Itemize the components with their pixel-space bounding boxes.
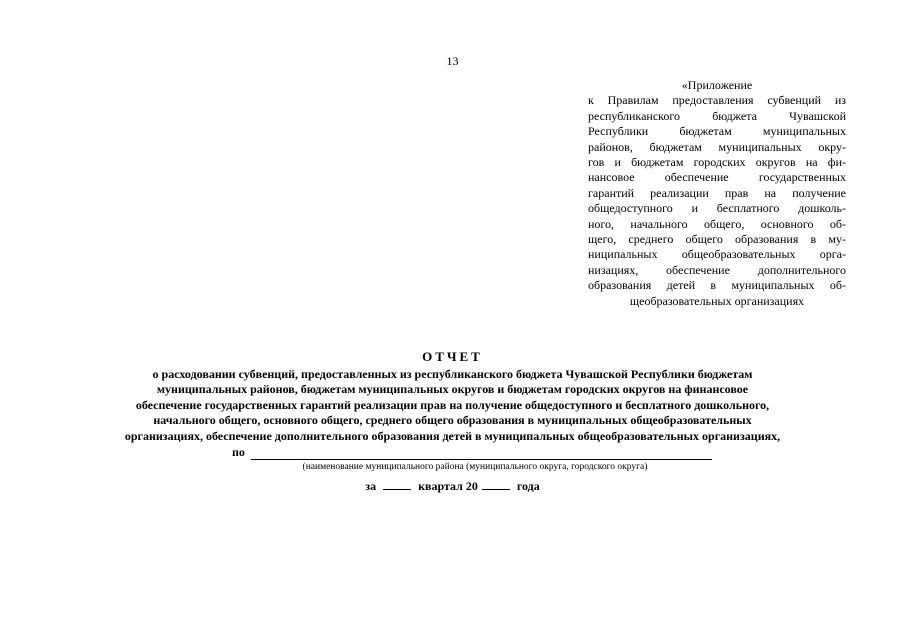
appendix-line: гарантий реализации прав на получение	[588, 185, 846, 200]
appendix-line: щеобразовательных организациях	[629, 293, 805, 308]
municipality-row	[232, 445, 712, 460]
report-subject-line: обеспечение государственных гарантий реализации прав на получение общедоступного и бесплатного дошкольного,	[135, 397, 770, 412]
report-subject-line: начального общего, основного общего, среднего общего образования в муниципальных общеобразовательных	[153, 413, 752, 428]
report-subject	[0, 367, 905, 444]
appendix-line: Республики бюджетам муниципальных	[588, 124, 846, 139]
appendix-line: республиканского бюджета Чувашской	[588, 108, 846, 123]
period-row	[0, 478, 905, 494]
municipality-blank-line	[251, 447, 712, 460]
appendix-line: нансовое обеспечение государственных	[588, 170, 846, 185]
appendix-line: образования детей в муниципальных об-	[588, 278, 846, 293]
appendix-line: щего, среднего общего образования в му-	[588, 232, 846, 247]
municipality-caption: (наименование муниципального района (муниципального округа, городского округа)	[302, 462, 648, 472]
appendix-line: районов, бюджетам муниципальных окру-	[588, 139, 846, 154]
report-title: ОТЧЕТ	[422, 349, 483, 364]
report-subject-line: организациях, обеспечение дополнительного образования детей в муниципальных общеобразовательных организациях,	[124, 428, 781, 443]
year-blank-line	[482, 478, 510, 490]
appendix-line: ного, начального общего, основного об-	[588, 216, 846, 231]
page-number: 13	[446, 54, 459, 68]
appendix-line: ниципальных общеобразовательных орга-	[588, 247, 846, 262]
period-prefix: за	[365, 479, 377, 493]
appendix-line: общедоступного и бесплатного дошколь-	[588, 201, 846, 216]
appendix-block	[588, 78, 846, 309]
report-subject-line: о расходовании субвенций, предоставленных из республиканского бюджета Чувашской Республики бюджетам	[152, 367, 753, 381]
municipality-label: по	[232, 445, 245, 459]
period-suffix: года	[516, 479, 540, 493]
appendix-line: гов и бюджетам городских округов на фи-	[588, 155, 846, 170]
period-quarter-label: квартал 20	[418, 479, 478, 493]
appendix-line: к Правилам предоставления субвенций из	[588, 93, 846, 108]
report-subject-line: муниципальных районов, бюджетам муниципальных округов и бюджетам городских округов на финансовое	[156, 382, 749, 397]
appendix-heading: «Приложение	[681, 78, 753, 92]
quarter-blank-line	[383, 478, 411, 490]
appendix-line: низациях, обеспечение дополнительного	[588, 262, 846, 277]
